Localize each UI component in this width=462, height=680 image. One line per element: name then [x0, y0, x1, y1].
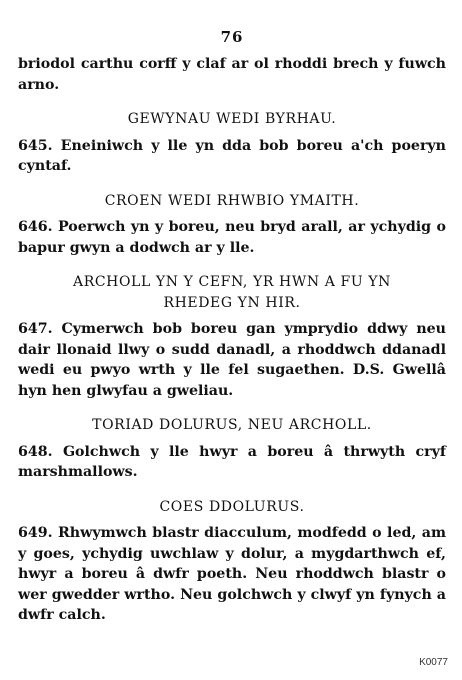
- catalog-code: K0077: [419, 657, 448, 668]
- recipe-text: Rhwymwch blastr diacculum, modfedd o led, am y goes, ychydig uwchlaw y dolur, a mygdarthwch ef, hwyr a boreu â dwfr poeth. Neu rhoddwch blastr o wer gwedder wrtho. Neu golchwch y clwyf yn fynych a dwfr calch.: [18, 525, 446, 623]
- recipe-number: 647.: [18, 321, 53, 337]
- section-heading-649: COES DDOLURUS.: [159, 498, 305, 515]
- intro-paragraph: briodol carthu corff y claf ar ol rhoddi brech y fuwch arno.: [18, 56, 446, 93]
- recipe-number: 645.: [18, 137, 53, 154]
- section-heading-648: TORIAD DOLURUS, NEU ARCHOLL.: [92, 417, 372, 433]
- recipe-649: [18, 523, 446, 626]
- document-page: [18, 28, 446, 626]
- recipe-text: Poerwch yn y boreu, neu bryd arall, ar ychydig o bapur gwyn a dodwch ar y lle.: [18, 219, 446, 256]
- section-heading-646: CROEN WEDI RHWBIO YMAITH.: [104, 192, 360, 209]
- page-number: 76: [220, 28, 244, 46]
- section-heading-647: ARCHOLL YN Y CEFN, YR HWN A FU YN RHEDEG YN HIR.: [73, 274, 391, 311]
- recipe-text: Eneiniwch y lle yn dda bob boreu a'ch poeryn cyntaf.: [18, 137, 446, 174]
- recipe-647: [18, 319, 446, 401]
- recipe-645: [18, 136, 446, 177]
- recipe-number: 648.: [18, 443, 53, 460]
- recipe-648: [18, 442, 446, 483]
- recipe-646: [18, 217, 446, 258]
- recipe-number: 649.: [18, 525, 53, 541]
- section-heading-645: GEWYNAU WEDI BYRHAU.: [127, 111, 337, 127]
- recipe-number: 646.: [18, 219, 53, 235]
- recipe-text: Cymerwch bob boreu gan ymprydio ddwy neu dair llonaid llwy o sudd danadl, a rhoddwch ddanadl wedi eu pwyo wrth y lle fel sugaethen. D.S. Gwellâ hyn hen glwyfau a gweliau.: [18, 321, 446, 399]
- recipe-text: Golchwch y lle hwyr a boreu â thrwyth cryf marshmallows.: [18, 443, 446, 480]
